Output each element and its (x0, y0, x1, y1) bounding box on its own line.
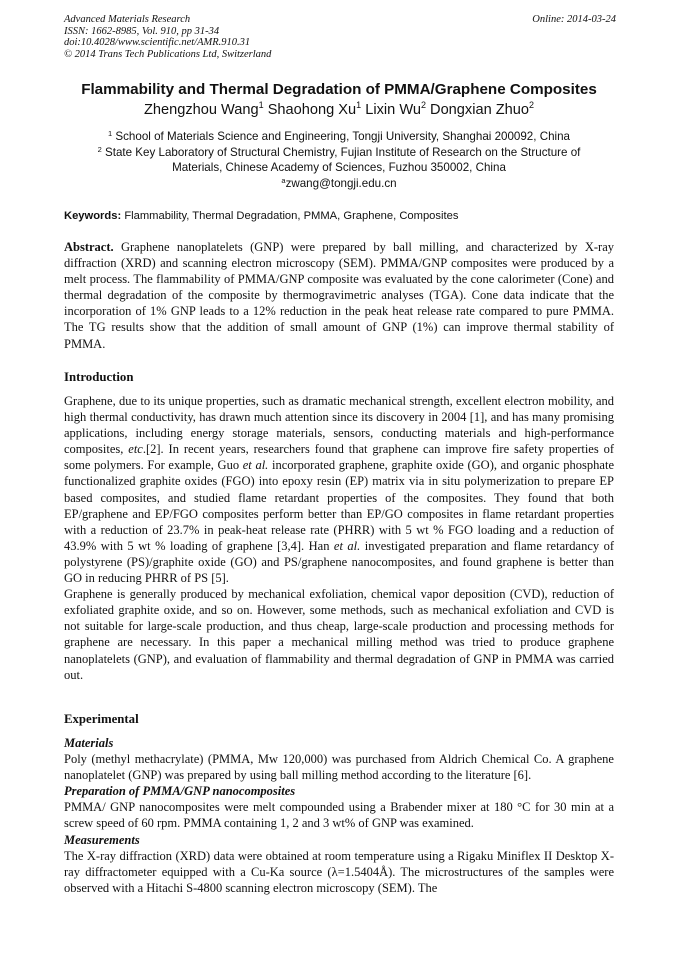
paper-title: Flammability and Thermal Degradation of PMMA/Graphene Composites (81, 81, 597, 98)
keywords-line (64, 209, 458, 223)
abstract-text: Graphene nanoplatelets (GNP) were prepared by ball milling, and characterized by X-ray diffraction (XRD) and scanning electron microscopy (SEM). PMMA/GNP composites were produced by a melt process. The flammability of PMMA/GNP composite was evaluated by the cone calorimeter (Cone) and thermal degradation of the composite by thermogravimetric analyses (TGA). Cone data indicate that the incorporation of 1% GNP leads to a 12% reduction in the peak heat release rate compared to pure PMMA. The TG results show that the addition of small amount of GNP (1%) can improve thermal stability of PMMA. (64, 240, 614, 351)
abstract (64, 239, 614, 352)
introduction-body (64, 393, 614, 683)
paragraph: Poly (methyl methacrylate) (PMMA, Mw 120,000) was purchased from Aldrich Chemical Co. A graphene nanoplatelet (GNP) was prepared by using ball milling method according to the literature [6]. (64, 752, 614, 783)
author-affil-mark: 2 (529, 100, 535, 110)
paragraph: PMMA/ GNP nanocomposites were melt compounded using a Brabender mixer at 180 °C for 30 min at a screw speed of 60 rpm. PMMA containing 1, 2 and 3 wt% of GNP was examined. (64, 800, 614, 831)
affiliation-1: $^1$ School of Materials Science and Engineering, Tongji University, Shanghai 200092, China (108, 129, 570, 143)
author-affil-mark: 1 (356, 100, 362, 110)
experimental-body (64, 735, 614, 896)
affiliations (40, 129, 638, 191)
subheading-materials: Materials (64, 736, 114, 750)
keywords-label: Keywords: (64, 210, 122, 222)
author-name: Dongxian Zhuo (430, 102, 530, 118)
subheading-measurements: Measurements (64, 832, 140, 847)
keywords-text: Flammability, Thermal Degradation, PMMA, Graphene, Composites (124, 210, 459, 222)
journal-name: Advanced Materials Research (64, 14, 191, 25)
journal-doi: doi:10.4028/www.scientific.net/AMR.910.31 (64, 37, 251, 49)
section-heading-experimental: Experimental (64, 712, 139, 726)
author-affil-mark: 2 (420, 100, 426, 110)
paragraph: Graphene is generally produced by mechanical exfoliation, chemical vapor deposition (CVD), reduction of exfoliated graphite oxide, and so on. However, some methods, such as mechanical exfoliation and CVD is not suitable for large-scale production, and thus cheap, large-scale production and processing methods for graphene are necessary. In this paper a mechanical milling method was tried to produce graphene nanoplatelets (GNP), and evaluation of flammability and thermal degradation of GNP in PMMA was carried out. (64, 587, 614, 682)
author-name: Zhengzhou Wang (143, 102, 259, 118)
affiliation-2: $^2$ State Key Laboratory of Structural Chemistry, Fujian Institute of Research on the Structure of (97, 144, 581, 159)
paragraph: The X-ray diffraction (XRD) data were obtained at room temperature using a Rigaku Miniflex II Desktop X-ray diffractometer equipped with a Cu-Ka source (λ=1.5404Å). The microstructures of the samples were observed with a Hitachi S-4800 scanning electron microscopy (SEM). The (64, 848, 614, 895)
journal-issn: ISSN: 1662-8985, Vol. 910, pp 31-34 (64, 25, 220, 37)
author-affil-mark: 1 (258, 100, 264, 110)
paragraph: Graphene, due to its unique properties, such as dramatic mechanical strength, excellent electron mobility, and high thermal conductivity, has drawn much attention since its discovery in 2004 [1], and has many promising applications, including energy storage materials, sensors, conducting materials and high-performance composites, etc.[2]. In recent years, researchers found that graphene can improve fire safety properties of some polymers. For example, Guo et al. incorporated graphene, graphite oxide (GO), and organic phosphate functionalized graphite oxides (FGO) into epoxy resin (EP) matrix via in situ polymerization to prepare EP based composites, and studied flame retardant properties of the composites. They found that both EP/graphene and EP/FGO composites perform better than EP/GO composites in flame retardant properties with a reduction of 23.7% in peak-heat release rate (PHRR) with 5 wt % FGO loading and a reduction of 43.9% with 5 wt % loading of graphene [3,4]. Han et al. investigated preparation and flame retardancy of polystyrene (PS)/graphite oxide (GO) and PS/graphene nanocomposites, and found graphene is better than GO in reducing PHRR of PS [5]. (64, 394, 615, 586)
subheading-preparation: Preparation of PMMA/GNP nanocomposites (64, 784, 296, 799)
online-date: Online: 2014-03-24 (532, 14, 616, 25)
copyright-line: © 2014 Trans Tech Publications Ltd, Switzerland (64, 48, 272, 60)
author-name: Lixin Wu (365, 102, 421, 118)
section-heading-introduction: Introduction (64, 370, 134, 384)
author-name: Shaohong Xu (267, 102, 357, 118)
affiliation-2-cont: Materials, Chinese Academy of Sciences, Fuzhou 350002, China (172, 161, 506, 174)
email: $^a$zwang@tongji.edu.cn (281, 175, 397, 190)
author-list (40, 101, 638, 119)
abstract-label: Abstract. (64, 240, 114, 254)
journal-header (64, 14, 616, 60)
